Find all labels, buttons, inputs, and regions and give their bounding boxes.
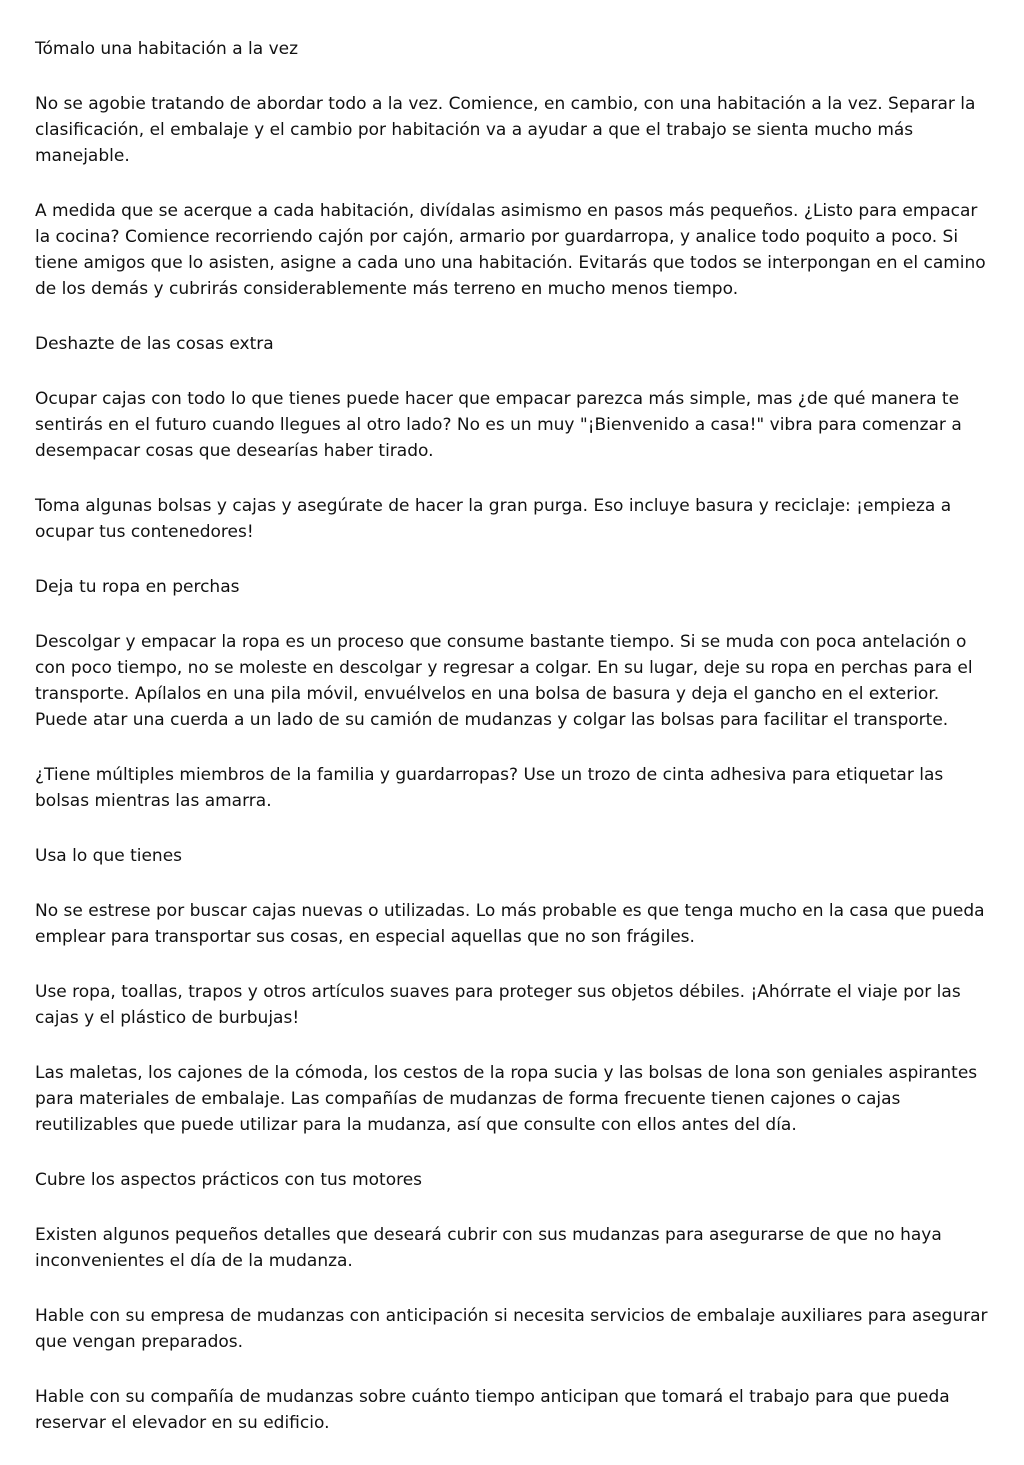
paragraph: Las maletas, los cajones de la cómoda, los cestos de la ropa sucia y las bolsas de lona son geniales aspirantes para materiales de embalaje. Las compañías de mudanzas de forma frecuente tienen cajones o cajas reutilizables que puede utilizar para la mudanza, así que consulte con ellos antes del día. bbox=[35, 1063, 978, 1135]
paragraph: Use ropa, toallas, trapos y otros artículos suaves para proteger sus objetos débiles. ¡Ahórrate el viaje por las cajas y el plástico de burbujas! bbox=[35, 982, 961, 1028]
section-heading: Deshazte de las cosas extra bbox=[35, 334, 274, 354]
paragraph: Descolgar y empacar la ropa es un proceso que consume bastante tiempo. Si se muda con poca antelación o con poco tiempo, no se moleste en descolgar y regresar a colgar. En su lugar, deje su ropa en perchas para el transporte. Apílalos en una pila móvil, envuélvelos en una bolsa de basura y deja el gancho en el exterior. Puede atar una cuerda a un lado de su camión de mudanzas y colgar las bolsas para facilitar el transporte. bbox=[35, 632, 973, 730]
paragraph: Hable con su compañía de mudanzas sobre cuánto tiempo anticipan que tomará el trabajo para que pueda reservar el elevador en su edificio. bbox=[35, 1387, 950, 1433]
section-heading: Tómalo una habitación a la vez bbox=[35, 39, 299, 59]
section-heading: Deja tu ropa en perchas bbox=[35, 577, 240, 597]
section-heading: Cubre los aspectos prácticos con tus motores bbox=[35, 1170, 423, 1190]
paragraph: No se estrese por buscar cajas nuevas o utilizadas. Lo más probable es que tenga mucho en la casa que pueda emplear para transportar sus cosas, en especial aquellas que no son frágiles. bbox=[35, 901, 985, 947]
paragraph: Toma algunas bolsas y cajas y asegúrate de hacer la gran purga. Eso incluye basura y reciclaje: ¡empieza a ocupar tus contenedores! bbox=[35, 496, 952, 542]
paragraph: Existen algunos pequeños detalles que deseará cubrir con sus mudanzas para asegurarse de que no haya inconvenientes el día de la mudanza. bbox=[35, 1225, 942, 1271]
paragraph: A medida que se acerque a cada habitación, divídalas asimismo en pasos más pequeños. ¿Listo para empacar la cocina? Comience recorriendo cajón por cajón, armario por guardarropa, y analice todo poquito a poco. Si tiene amigos que lo asisten, asigne a cada uno una habitación. Evitarás que todos se interpongan en el camino de los demás y cubrirás considerablemente más terreno en mucho menos tiempo. bbox=[35, 201, 986, 299]
paragraph: ¿Tiene múltiples miembros de la familia y guardarropas? Use un trozo de cinta adhesiva para etiquetar las bolsas mientras las amarra. bbox=[35, 765, 944, 811]
paragraph: No se agobie tratando de abordar todo a la vez. Comience, en cambio, con una habitación a la vez. Separar la clasificación, el embalaje y el cambio por habitación va a ayudar a que el trabajo se sienta mucho más manejable. bbox=[35, 94, 976, 166]
document-content bbox=[35, 36, 995, 1465]
paragraph: Ocupar cajas con todo lo que tienes puede hacer que empacar parezca más simple, mas ¿de qué manera te sentirás en el futuro cuando llegues al otro lado? No es un muy "¡Bienvenido a casa!" vibra para comenzar a desempacar cosas que desearías haber tirado. bbox=[35, 389, 962, 461]
paragraph: Hable con su empresa de mudanzas con anticipación si necesita servicios de embalaje auxiliares para asegurar que vengan preparados. bbox=[35, 1306, 988, 1352]
section-heading: Usa lo que tienes bbox=[35, 846, 183, 866]
